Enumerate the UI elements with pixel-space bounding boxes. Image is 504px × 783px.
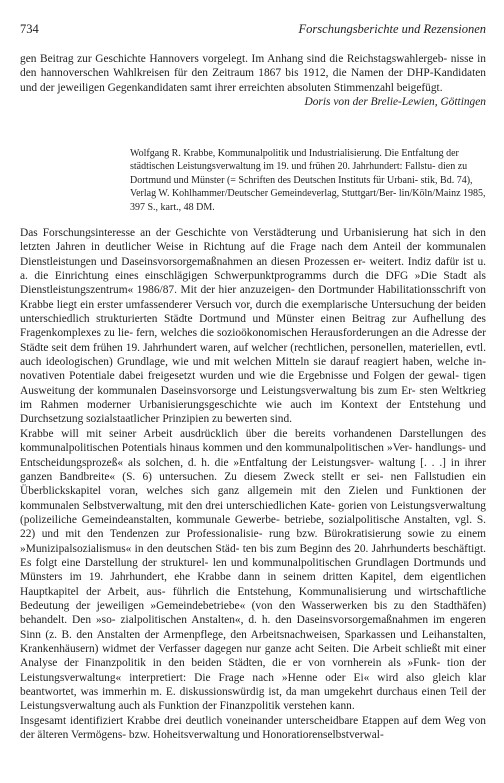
reviewer-signature: Doris von der Brelie-Lewien, Göttingen [304,96,486,109]
page-number: 734 [20,22,39,36]
book-citation: Wolfgang R. Krabbe, Kommunalpolitik und Industrialisierung. Die Entfaltung der städtischen Leistungsverwaltung im 19. und frühen 20. Jahrhundert: Fallstu- dien zu Dortmund und Münster (= Schriften des Deutschen Instituts für Urbani- stik, Bd. 74), Verlag W. Kohlhammer/Deutscher Gemeindeverlag, Stuttgart/Ber- lin/Köln/Mainz 1985, 397 S., kart., 48 DM. [130,148,486,213]
review-paragraph-1: Das Forschungsinteresse an der Geschichte von Verstädterung und Urbanisierung hat sich in den letzten Jahren in deutlicher Weise in Richtung auf die Frage nach dem Anteil der kommunalen Dienstleistungen und Daseinsvorsorgemaßnahmen an diesen Prozessen er- weitert. Indiz dafür ist u. a. die Einrichtung eines einschlägigen Schwerpunktprogramms durch die DFG »Die Stadt als Dienstleistungszentrum« 1986/87. Mit der hier anzuzeigen- den Dortmunder Habilitationsschrift von Krabbe liegt ein erster umfassenderer Versuch vor, durch die exemplarische Untersuchung der beiden unterschiedlich strukturierten Städte Dortmund und Münster einen Beitrag zur Aufhellung des Fragenkomplexes zu lie- fern, welches die sozioökonomischen Herausforderungen an die Adresse der Städte seit dem frühen 19. Jahrhundert waren, auf welcher (rechtlichen, personellen, materiellen, evtl. auch ideologischen) Grundlage, wie und mit welchen Mitteln sie darauf reagiert haben, welche in- novativen Potentiale dabei freigesetzt wurden und wie die Ergebnisse und Folgen der gewal- tigen Ausweitung der kommunalen Daseinsvorsorge und Leistungsverwaltung bis zum Er- sten Weltkrieg im Rahmen moderner Urbanisierungsgeschichte wie auch im Kontext der Entstehung und Durchsetzung sozialstaatlicher Prinzipien zu bewerten sind. [20,227,486,426]
previous-review-ending [20,52,486,110]
review-paragraph-3: Insgesamt identifiziert Krabbe drei deutlich voneinander unterscheidbare Etappen auf dem Weg von der älteren Vermögens- bzw. Hoheitsverwaltung und Honoratiorenselbstverwal- [20,714,486,742]
page-header [20,22,486,40]
review-body [20,226,486,742]
review-paragraph-2: Krabbe will mit seiner Arbeit ausdrücklich über die bereits vorhandenen Darstellungen des kommunalpolitischen Potentials hinaus kommen und den kommunalpolitischen »Ver- handlungs- und Entscheidungsprozeß« als solchen, d. h. die »Entfaltung der Leistungsver- waltung [. . .] in ihrer ganzen Bandbreite« (S. 6) untersuchen. Zu diesem Zweck stellt er sei- nen Fallstudien ein Überblickskapitel voran, welches sich ganz allgemein mit den Zielen und Funktionen der kommunalen Selbstverwaltung, mit den drei unterschiedlichen Kate- gorien von Leistungsverwaltung (polizeiliche Gemeindeanstalten, kommunale Gewerbe- betriebe, sozialpolitische Anstalten, vgl. S. 22) und mit den Tendenzen zur Professionalisie- rung bzw. Bürokratisierung sowie zu einem »Munizipalsozialismus« in den deutschen Städ- ten bis zum Beginn des 20. Jahrhunderts beschäftigt. Es folgt eine Darstellung der strukturel- len und kommunalpolitischen Grundlagen Dortmunds und Münsters im 19. Jahrhundert, ehe Krabbe dann in seinem dritten Kapitel, dem eigentlichen Hauptkapitel der Arbeit, aus- führlich die Entstehung, Kommunalisierung und wirtschaftliche Bedeutung der jeweiligen »Gemeindebetriebe« (von den Wasserwerken bis zu den Stadthäfen) behandelt. Den »so- zialpolitischen Anstalten«, d. h. den Daseinsvorsorgemaßnahmen im engeren Sinn (z. B. den Anstalten der Armenpflege, den Arbeitsnachweisen, Sparkassen und Leihanstalten, Krankenhäusern) widmet der Verfasser dagegen nur ganze acht Seiten. Die Arbeit schließt mit einer Analyse der Finanzpolitik in den beiden Städten, die er von vornherein als »Funk- tion der Leistungsverwaltung« interpretiert: Die Frage nach »Henne oder Ei« wird also gleich klar beantwortet, was immerhin m. E. diskussionswürdig ist, da man umgekehrt durchaus einen Teil der Leistungsverwaltung auch als Funktion der Finanzpolitik verstehen kann. [20,427,486,713]
running-title: Forschungsberichte und Rezensionen [298,22,486,36]
previous-review-text: gen Beitrag zur Geschichte Hannovers vorgelegt. Im Anhang sind die Reichstagswahlergeb- nisse in den hannoverschen Wahlkreisen für den Zeitraum 1867 bis 1912, die Namen der DHP-Kandidaten und der jeweiligen Gegenkandidaten samt ihrer erreichten absoluten Stimmenzahl beigefügt. [20,53,486,94]
